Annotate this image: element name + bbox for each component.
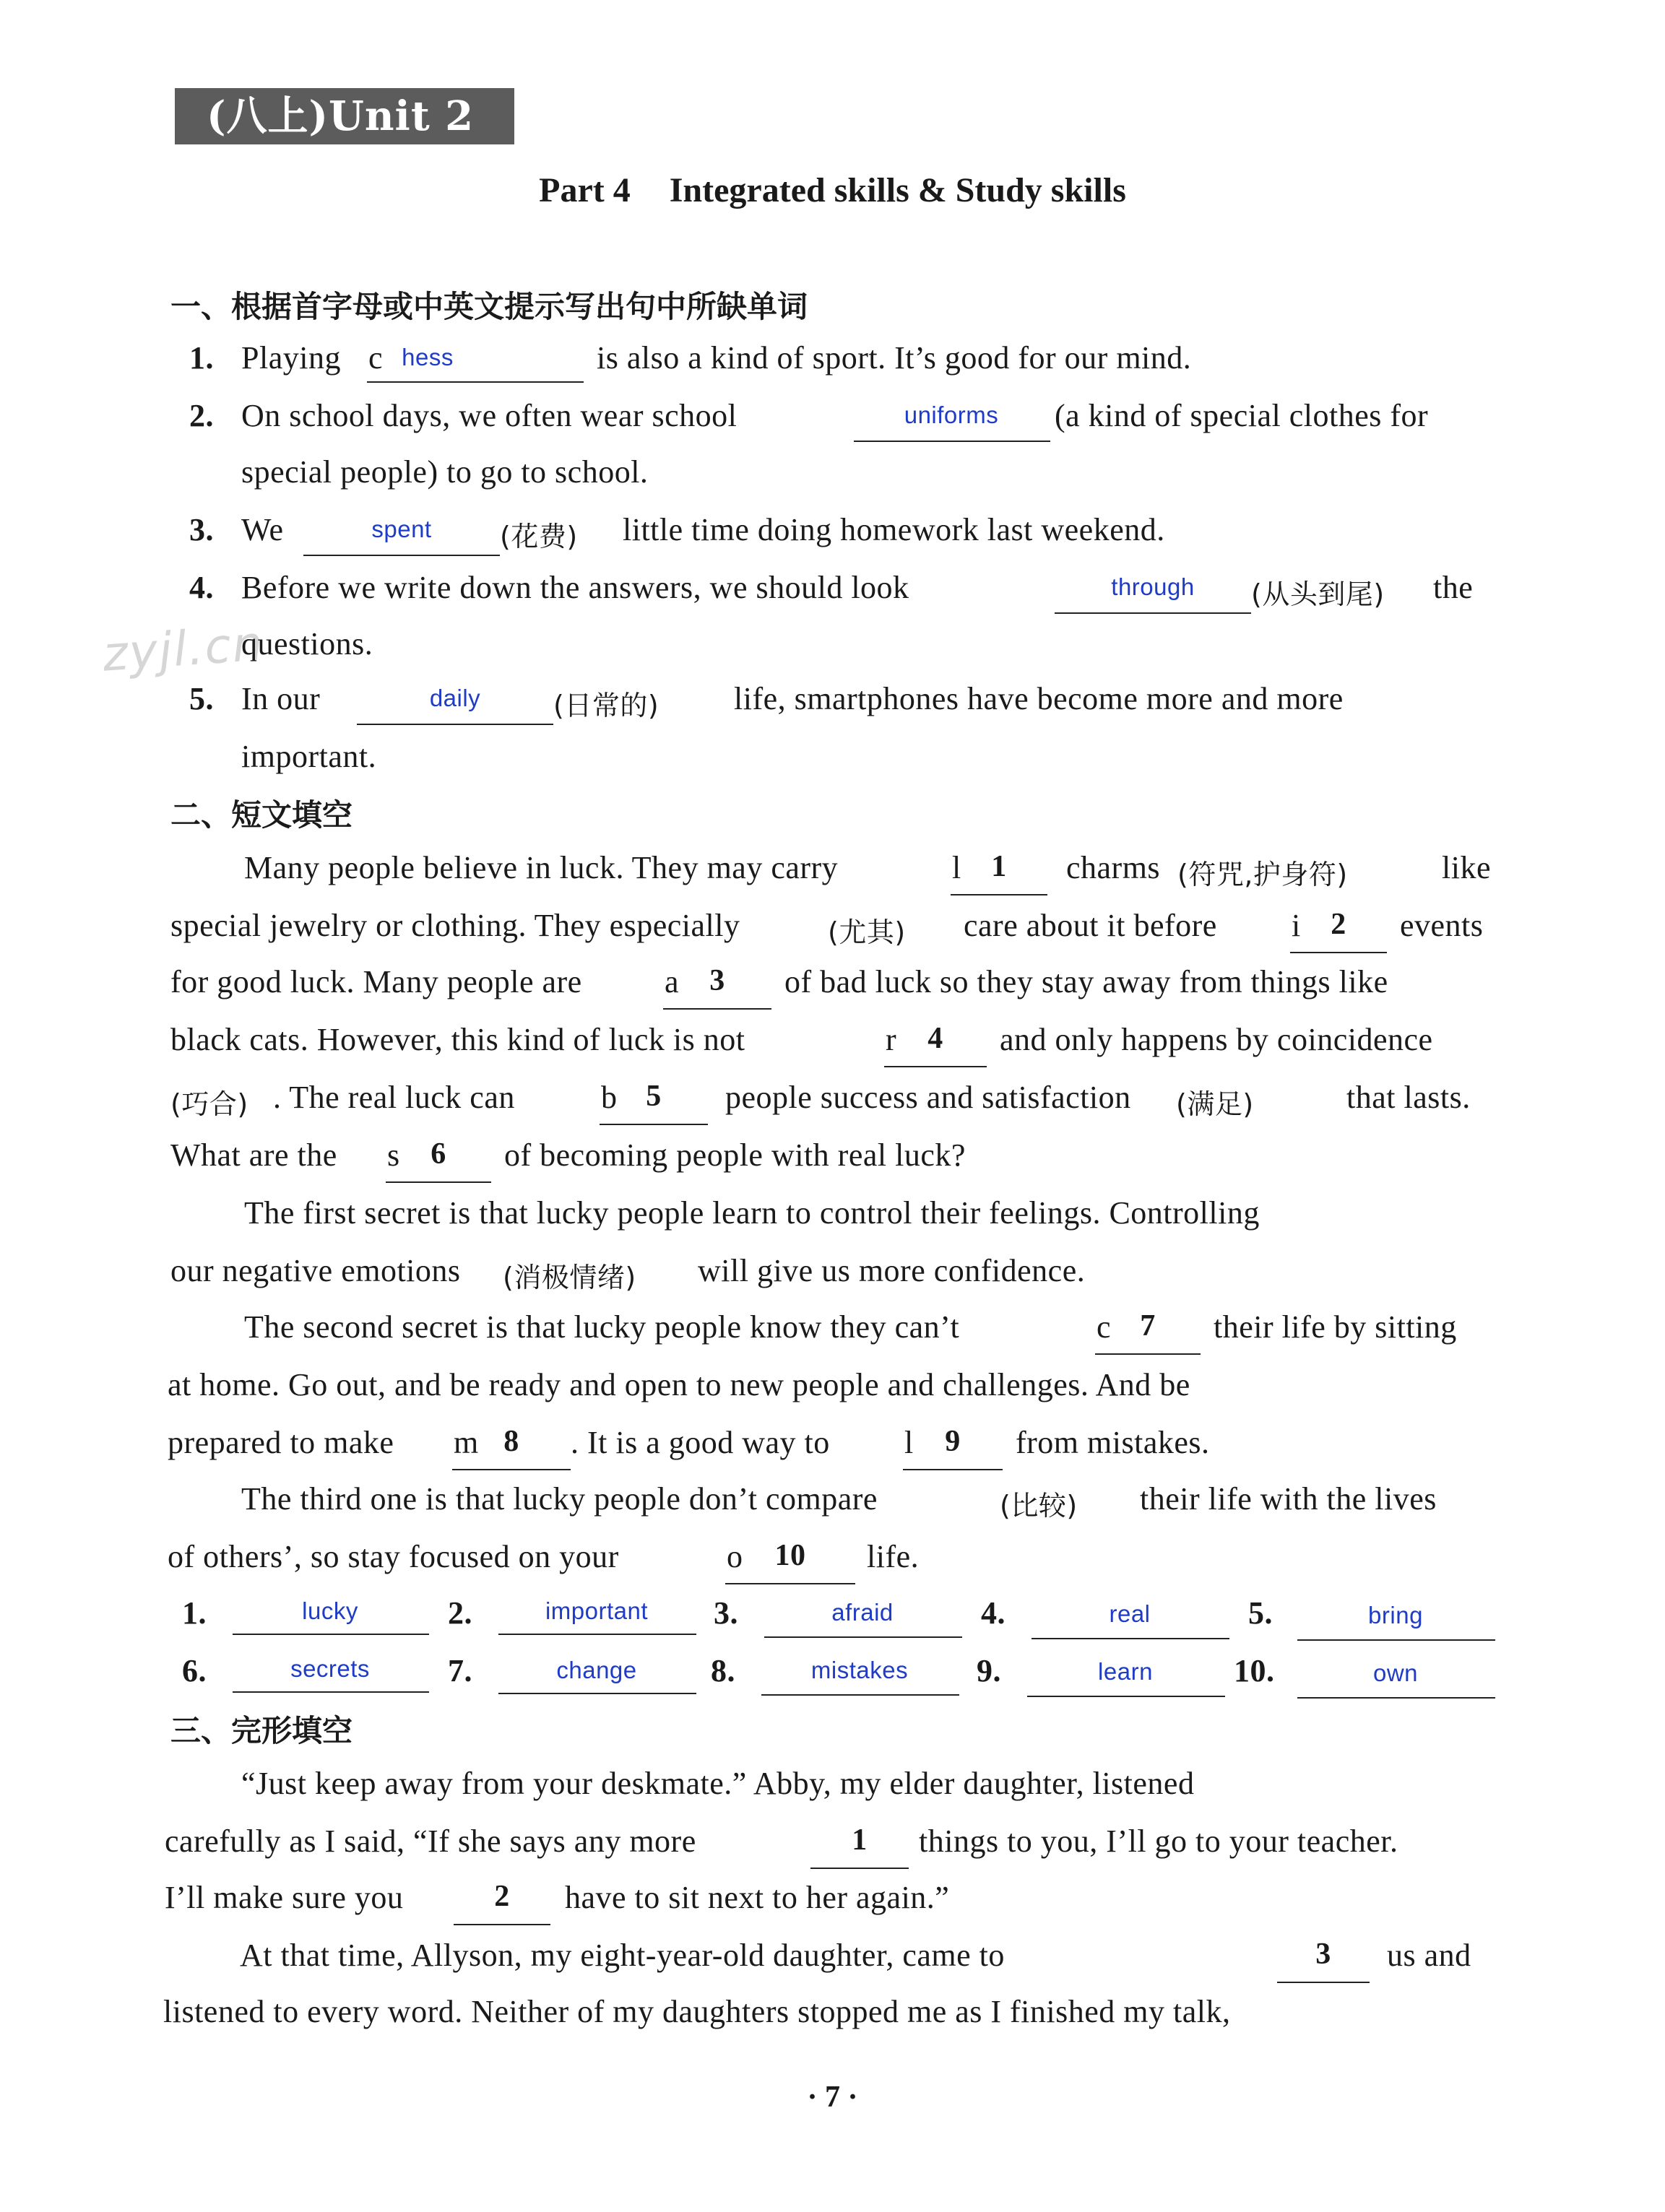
initial-letter: l — [904, 1425, 914, 1460]
passage-text: . The real luck can — [273, 1080, 515, 1115]
answer-number: 6. — [182, 1653, 207, 1688]
section3-heading: 三、完形填空 — [170, 1713, 353, 1748]
passage-line — [0, 849, 1665, 900]
answer-number: 9. — [977, 1653, 1001, 1688]
blank-number: 3 — [1315, 1938, 1331, 1971]
passage-text: us and — [1387, 1938, 1471, 1973]
part-title-text: Integrated skills & Study skills — [669, 171, 1126, 209]
answer-number: 5. — [1248, 1595, 1273, 1631]
chinese-hint: (从头到尾) — [1251, 578, 1385, 610]
chinese-hint: (花费) — [500, 521, 578, 552]
answer-number: 3. — [714, 1595, 738, 1631]
item-number: 3. — [189, 512, 214, 547]
passage-text: The third one is that lucky people don’t compare — [241, 1481, 878, 1517]
item-number: 4. — [189, 570, 214, 605]
initial-letter: a — [665, 964, 680, 999]
blank-number: 3 — [709, 964, 725, 997]
item-text: Before we write down the answers, we should look — [241, 570, 909, 605]
passage-text: The second secret is that lucky people know they can’t — [244, 1309, 960, 1345]
answer-blank — [1297, 1638, 1495, 1641]
answer-text: learn — [1098, 1658, 1153, 1685]
blank-number: 9 — [945, 1425, 961, 1458]
answer-blank — [761, 1693, 959, 1696]
item-number: 1. — [189, 340, 214, 376]
passage-text: “Just keep away from your deskmate.” Abby, my elder daughter, listened — [241, 1766, 1195, 1801]
answer-blank — [1027, 1694, 1225, 1697]
chinese-hint: (巧合) — [170, 1088, 248, 1120]
answer-blank — [903, 1467, 1003, 1470]
initial-letter: l — [952, 850, 961, 885]
exercise-item-2 — [0, 397, 1665, 448]
chinese-hint: (尤其) — [828, 916, 906, 948]
passage-line — [0, 1424, 1665, 1475]
passage-line — [0, 1079, 1665, 1129]
passage-text: I’ll make sure you — [165, 1880, 404, 1915]
initial-letter: c — [368, 340, 384, 376]
passage-text: prepared to make — [168, 1425, 394, 1460]
unit-tag: (八上)Unit 2 — [175, 88, 514, 144]
passage-text: have to sit next to her again.” — [565, 1880, 950, 1915]
answer-number: 8. — [711, 1653, 735, 1688]
answer-blank — [1277, 1980, 1370, 1983]
answer-blank — [367, 380, 584, 383]
passage-line — [0, 1194, 1665, 1245]
passage-text: carefully as I said, “If she says any more — [165, 1823, 696, 1859]
answer-text: hess — [402, 344, 454, 370]
answer-text: bring — [1368, 1602, 1423, 1628]
initial-letter: s — [387, 1137, 400, 1173]
answer-text: uniforms — [904, 402, 999, 428]
answer-blank — [452, 1467, 571, 1470]
answer-blank — [386, 1180, 491, 1183]
passage-text: events — [1400, 908, 1484, 943]
passage-line — [0, 1765, 1665, 1816]
passage-text: their life by sitting — [1214, 1309, 1457, 1345]
answer-blank — [725, 1582, 855, 1584]
passage-text: our negative emotions — [170, 1253, 461, 1288]
initial-letter: m — [454, 1425, 479, 1460]
initial-letter: b — [601, 1080, 618, 1115]
watermark: zyjl.cn — [100, 615, 266, 682]
passage-line — [0, 1252, 1665, 1303]
passage-line — [0, 1879, 1665, 1930]
initial-letter: i — [1292, 908, 1301, 943]
initial-letter: r — [886, 1022, 897, 1057]
item-text: the — [1433, 570, 1474, 605]
passage-text: care about it before — [964, 908, 1217, 943]
passage-text: charms — [1066, 850, 1161, 885]
answer-row-2 — [0, 1652, 1665, 1703]
item-number: 5. — [189, 681, 214, 716]
item-number: 2. — [189, 398, 214, 433]
passage-line — [0, 1480, 1665, 1531]
passage-line — [0, 1993, 1665, 2044]
item-text: is also a kind of sport. It’s good for our mind. — [597, 340, 1192, 376]
passage-line — [0, 907, 1665, 958]
blank-number: 1 — [991, 850, 1007, 883]
blank-number: 10 — [774, 1539, 806, 1572]
blank-number: 4 — [927, 1022, 943, 1055]
page-number: · 7 · — [807, 2081, 858, 2114]
answer-text: spent — [371, 516, 432, 542]
exercise-item-2-continued — [0, 454, 1665, 504]
exercise-item-4-continued — [0, 625, 1665, 676]
answer-blank — [1290, 950, 1387, 953]
blank-number: 2 — [1331, 908, 1346, 941]
answer-text: own — [1372, 1660, 1419, 1686]
passage-line — [0, 1366, 1665, 1417]
answer-blank — [233, 1690, 429, 1693]
passage-line — [0, 1823, 1665, 1873]
passage-line — [0, 1538, 1665, 1589]
initial-letter: o — [727, 1539, 743, 1574]
passage-line — [0, 1309, 1665, 1359]
answer-text: through — [1111, 573, 1195, 600]
passage-text: special jewelry or clothing. They especially — [170, 908, 740, 943]
answer-blank — [1297, 1696, 1495, 1699]
passage-line — [0, 1937, 1665, 1987]
blank-number: 5 — [646, 1080, 662, 1113]
answer-number: 1. — [182, 1595, 207, 1631]
answer-text: daily — [429, 685, 481, 711]
answer-blank — [854, 439, 1050, 442]
item-text: special people) to go to school. — [241, 454, 649, 490]
answer-blank — [810, 1866, 909, 1869]
item-text: life, smartphones have become more and more — [734, 681, 1344, 716]
passage-text: will give us more confidence. — [698, 1253, 1086, 1288]
answer-number: 2. — [448, 1595, 472, 1631]
passage-text: of others’, so stay focused on your — [168, 1539, 619, 1574]
item-text: We — [241, 512, 284, 547]
item-text: (a kind of special clothes for — [1055, 398, 1429, 433]
answer-blank — [951, 893, 1047, 895]
item-text: questions. — [241, 626, 373, 662]
answer-blank — [454, 1922, 550, 1925]
passage-text: like — [1442, 850, 1491, 885]
item-text: little time doing homework last weekend. — [623, 512, 1165, 547]
answer-blank — [1032, 1636, 1229, 1639]
passage-line — [0, 1021, 1665, 1072]
initial-letter: c — [1097, 1309, 1112, 1345]
blank-number: 8 — [503, 1425, 519, 1458]
answer-blank — [233, 1632, 429, 1635]
answer-row-1 — [0, 1595, 1665, 1645]
answer-text: change — [556, 1657, 637, 1683]
answer-text: afraid — [831, 1599, 894, 1626]
answer-blank — [1095, 1352, 1201, 1355]
passage-text: . It is a good way to — [571, 1425, 830, 1460]
answer-blank — [764, 1635, 962, 1638]
answer-text: important — [545, 1597, 649, 1624]
section2-heading: 二、短文填空 — [170, 797, 353, 833]
answer-number: 4. — [981, 1595, 1006, 1631]
item-text: On school days, we often wear school — [241, 398, 738, 433]
chinese-hint: (日常的) — [553, 690, 659, 721]
answer-number: 7. — [448, 1653, 472, 1688]
section1-heading: 一、根据首字母或中英文提示写出句中所缺单词 — [170, 289, 808, 324]
passage-text: from mistakes. — [1016, 1425, 1210, 1460]
part-label: Part 4 — [539, 171, 631, 209]
blank-number: 2 — [494, 1880, 510, 1913]
answer-blank — [498, 1691, 696, 1694]
answer-text: secrets — [290, 1655, 370, 1682]
passage-text: Many people believe in luck. They may carry — [244, 850, 839, 885]
blank-number: 6 — [431, 1137, 446, 1171]
answer-number: 10. — [1234, 1653, 1275, 1688]
passage-text: of becoming people with real luck? — [504, 1137, 966, 1173]
item-text: In our — [241, 681, 321, 716]
passage-text: listened to every word. Neither of my daughters stopped me as I finished my talk, — [163, 1994, 1231, 2029]
passage-line — [0, 963, 1665, 1014]
answer-blank — [303, 553, 500, 556]
answer-text: real — [1109, 1600, 1151, 1627]
passage-line — [0, 1137, 1665, 1187]
passage-text: life. — [867, 1539, 920, 1574]
answer-blank — [498, 1632, 696, 1635]
exercise-item-5-continued — [0, 738, 1665, 789]
answer-text: mistakes — [810, 1657, 909, 1683]
passage-text: people success and satisfaction — [725, 1080, 1131, 1115]
answer-blank — [600, 1122, 708, 1125]
answer-blank — [357, 722, 553, 725]
passage-text: black cats. However, this kind of luck is not — [170, 1022, 745, 1057]
item-text: important. — [241, 739, 377, 774]
passage-text: What are the — [170, 1137, 337, 1173]
passage-text: that lasts. — [1346, 1080, 1471, 1115]
passage-text: things to you, I’ll go to your teacher. — [919, 1823, 1398, 1859]
chinese-hint: (满足) — [1176, 1088, 1254, 1120]
exercise-item-4 — [0, 569, 1665, 620]
item-text: Playing — [241, 340, 341, 376]
passage-text: The first secret is that lucky people learn to control their feelings. Controlling — [244, 1195, 1260, 1231]
exercise-item-1 — [0, 339, 1665, 390]
passage-text: at home. Go out, and be ready and open to new people and challenges. And be — [168, 1367, 1190, 1402]
blank-number: 1 — [852, 1823, 868, 1857]
passage-text: of bad luck so they stay away from things like — [784, 964, 1388, 999]
part-title — [0, 170, 1665, 210]
answer-blank — [1055, 611, 1251, 614]
chinese-hint: (比较) — [1000, 1490, 1078, 1522]
passage-text: and only happens by coincidence — [1000, 1022, 1433, 1057]
answer-text: lucky — [302, 1597, 358, 1624]
answer-blank — [884, 1064, 987, 1067]
chinese-hint: (消极情绪) — [503, 1262, 636, 1293]
passage-text: for good luck. Many people are — [170, 964, 582, 999]
passage-text: At that time, Allyson, my eight-year-old daughter, came to — [240, 1938, 1005, 1973]
passage-text: their life with the lives — [1140, 1481, 1437, 1517]
blank-number: 7 — [1140, 1309, 1156, 1343]
chinese-hint: (符咒,护身符) — [1177, 859, 1348, 890]
answer-blank — [663, 1007, 771, 1010]
exercise-item-3 — [0, 511, 1665, 562]
exercise-item-5 — [0, 680, 1665, 731]
